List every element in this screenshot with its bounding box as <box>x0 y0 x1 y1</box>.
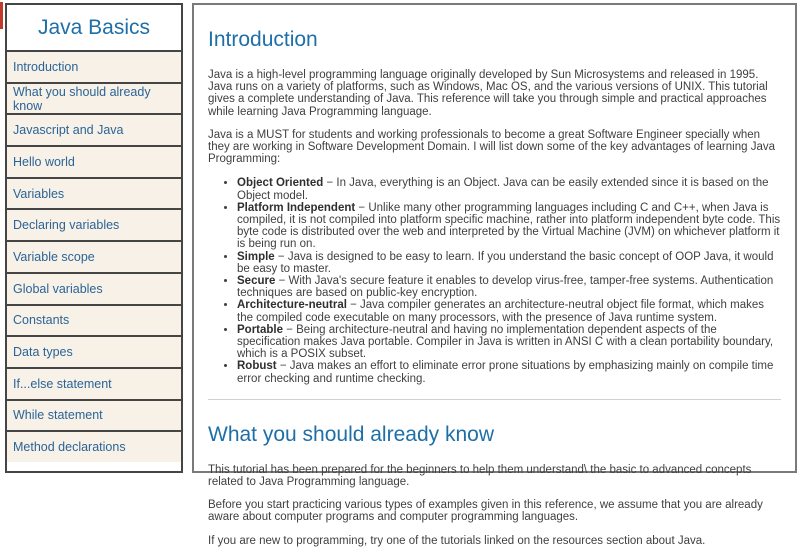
advantage-desc: − Java is designed to be easy to learn. If you understand the basic concept of OOP Java, it would be easy to master. <box>237 250 774 275</box>
advantage-desc: − With Java's secure feature it enables to develop virus-free, tamper-free systems. Authentication techniques are based on public-key encryption. <box>237 275 774 300</box>
advantage-term: Object Oriented <box>237 177 324 190</box>
main-content <box>192 3 797 547</box>
advantage-desc: − Unlike many other programming languages including C and C++, when Java is compiled, it is not compiled into platform specific machine, rather into platform independent byte code. This byte code is distributed over the web and interpreted by the Virtual Machine (JVM) on whichever platform it is being run on. <box>237 201 781 251</box>
advantage-item <box>237 299 781 323</box>
advantage-term: Architecture-neutral <box>237 299 347 312</box>
prereq-paragraph: Before you start practicing various types of examples given in this reference, we assume that you are already aware about computer programs and computer programming languages. <box>208 499 763 524</box>
advantage-term: Secure <box>237 275 276 288</box>
intro-paragraph: Java is a MUST for students and working professionals to become a great Software Engineer specially when they are working in Software Development Domain. I will list down some of the key advantages of learning Java Programming: <box>208 128 775 166</box>
section-divider <box>208 399 781 400</box>
intro-paragraph: Java is a high-level programming language originally developed by Sun Microsystems and released in 1995. Java runs on a variety of platforms, such as Windows, Mac OS, and the various versions of UNIX. This tutorial gives a complete understanding of Java. This reference will take you through simple and practical approaches while learning Java Programming language. <box>208 69 768 118</box>
advantage-item <box>237 360 781 384</box>
sidebar-item-hello-world[interactable]: Hello world <box>7 145 181 177</box>
page-edge-accent <box>0 2 3 29</box>
advantage-desc: − Being architecture-neutral and having no implementation dependent aspects of the specification makes Java portable. Compiler in Java is written in ANSI C with a clean portability boundary, which is a POSIX subset. <box>237 323 774 361</box>
advantage-desc: − Java compiler generates an architecture-neutral object file format, which makes the compiled code executable on many processors, with the presence of Java runtime system. <box>237 299 765 324</box>
sidebar-item-introduction[interactable]: Introduction <box>7 50 181 82</box>
advantage-item <box>237 324 781 361</box>
prereq-paragraph: If you are new to programming, try one of the tutorials linked on the resources section about Java. <box>208 534 706 547</box>
sidebar-item-while-statement[interactable]: While statement <box>7 399 181 431</box>
sidebar-item-variables[interactable]: Variables <box>7 177 181 209</box>
sidebar-item-if-else-statement[interactable]: If...else statement <box>7 367 181 399</box>
advantage-desc: − In Java, everything is an Object. Java can be easily extended since it is based on the Object model. <box>237 177 769 202</box>
advantage-term: Robust <box>237 360 277 373</box>
advantage-item <box>237 177 781 201</box>
sidebar-nav <box>5 3 183 473</box>
sidebar-item-global-variables[interactable]: Global variables <box>7 272 181 304</box>
advantage-term: Portable <box>237 323 284 336</box>
advantages-list <box>208 177 781 384</box>
advantage-term: Platform Independent <box>237 201 356 214</box>
advantage-item <box>237 275 781 299</box>
advantage-item <box>237 251 781 275</box>
sidebar-item-what-you-should-already-know[interactable]: What you should already know <box>7 82 181 114</box>
section-heading-prerequisites: What you should already know <box>208 422 494 446</box>
advantage-desc: − Java makes an effort to eliminate error prone situations by emphasizing mainly on compile time error checking and runtime checking. <box>237 360 774 385</box>
sidebar-item-constants[interactable]: Constants <box>7 304 181 336</box>
sidebar-title: Java Basics <box>7 5 181 50</box>
sidebar-item-javascript-and-java[interactable]: Javascript and Java <box>7 113 181 145</box>
sidebar-item-method-declarations[interactable]: Method declarations <box>7 430 181 462</box>
section-heading-introduction: Introduction <box>208 28 318 51</box>
sidebar-item-data-types[interactable]: Data types <box>7 335 181 367</box>
sidebar-item-variable-scope[interactable]: Variable scope <box>7 240 181 272</box>
advantage-item <box>237 202 781 251</box>
advantage-term: Simple <box>237 250 275 263</box>
prereq-paragraph: This tutorial has been prepared for the beginners to help them understand\ the basic to advanced concepts related to Java Programming language. <box>208 463 752 489</box>
sidebar-item-declaring-variables[interactable]: Declaring variables <box>7 208 181 240</box>
